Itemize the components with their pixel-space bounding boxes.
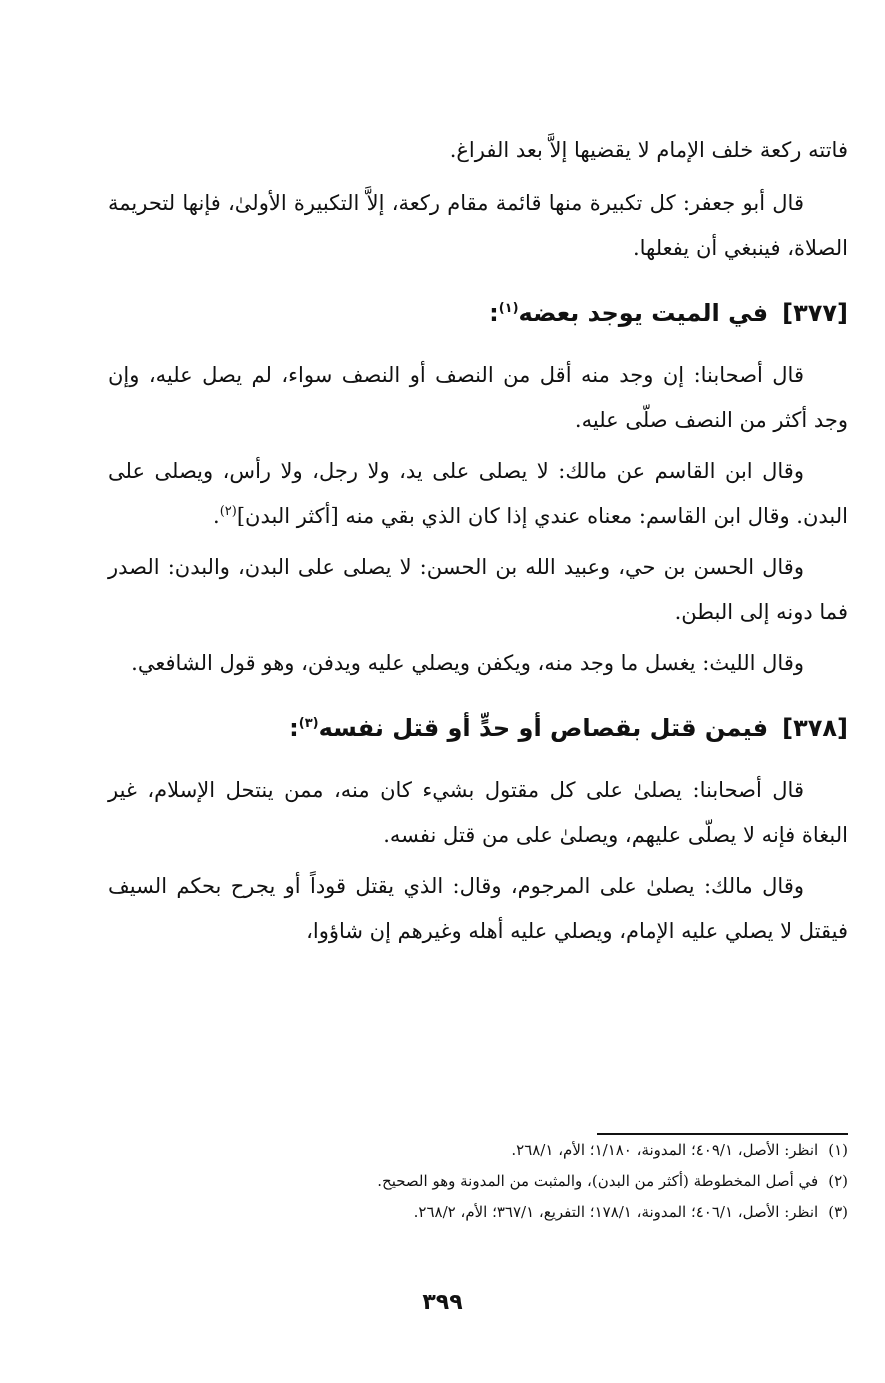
paragraph: وقال الحسن بن حي، وعبيد الله بن الحسن: لا يصلى على البدن، والبدن: الصدر فما دونه إلى البطن. xyxy=(108,555,848,624)
footnotes xyxy=(160,1135,848,1228)
footnote-ref: (٢) xyxy=(219,504,237,519)
section-number: [٣٧٨] xyxy=(782,714,848,742)
paragraph: قال أصحابنا: يصلىٰ على كل مقتول بشيء كان منه، ممن ينتحل الإسلام، غير البغاة فإنه لا يصلّى عليهم، ويصلىٰ على من قتل نفسه. xyxy=(108,778,848,847)
footnote-item: (١)انظر: الأصل، ٤٠٩/١؛ المدونة، ١/١٨٠؛ الأم، ٢٦٨/١. xyxy=(511,1141,848,1159)
paragraph: قال أصحابنا: إن وجد منه أقل من النصف أو النصف سواء، لم يصل عليه، وإن وجد أكثر من النصف صلّى عليه. xyxy=(108,363,848,432)
paragraph: فاتته ركعة خلف الإمام لا يقضيها إلاَّ بعد الفراغ. xyxy=(449,138,848,162)
section-number: [٣٧٧] xyxy=(782,299,848,327)
footnote-ref: (١) xyxy=(498,301,519,316)
paragraph: وقال مالك: يصلىٰ على المرجوم، وقال: الذي يقتل قوداً أو يجرح بحكم السيف فيقتل لا يصلي عليه الإمام، ويصلي عليه أهله وغيرهم إن شاؤوا، xyxy=(108,874,848,943)
footnote-item: (٢)في أصل المخطوطة (أكثر من البدن)، والمثبت من المدونة وهو الصحيح. xyxy=(377,1172,848,1190)
page-number: ٣٩٩ xyxy=(422,1290,463,1315)
section-heading: [٣٧٧]في الميت يوجد بعضه$^{(١)}$: xyxy=(489,299,848,327)
footnote-ref: (٣) xyxy=(298,716,319,731)
footnote-item: (٣)انظر: الأصل، ٤٠٦/١؛ المدونة، ١٧٨/١؛ التفريع، ٣٦٧/١؛ الأم، ٢٦٨/٢. xyxy=(413,1203,848,1221)
paragraph: وقال ابن القاسم عن مالك: لا يصلى على يد، ولا رجل، ولا رأس، ويصلى على البدن. وقال ابن القاسم: معناه عندي إذا كان الذي بقي منه [أكثر البدن]$^{(٢)}$. xyxy=(108,459,848,528)
section-heading: [٣٧٨]فيمن قتل بقصاص أو حدٍّ أو قتل نفسه$^{(٣)}$: xyxy=(289,714,848,742)
paragraph: وقال الليث: يغسل ما وجد منه، ويكفن ويصلي عليه ويدفن، وهو قول الشافعي. xyxy=(131,651,804,675)
paragraph: قال أبو جعفر: كل تكبيرة منها قائمة مقام ركعة، إلاَّ التكبيرة الأولىٰ، فإنها لتحريمة الصلاة، فينبغي أن يفعلها. xyxy=(108,191,848,260)
page-body xyxy=(108,128,848,960)
section-title: في الميت يوجد بعضه xyxy=(518,299,769,327)
section-title: فيمن قتل بقصاص أو حدٍّ أو قتل نفسه xyxy=(318,714,769,742)
